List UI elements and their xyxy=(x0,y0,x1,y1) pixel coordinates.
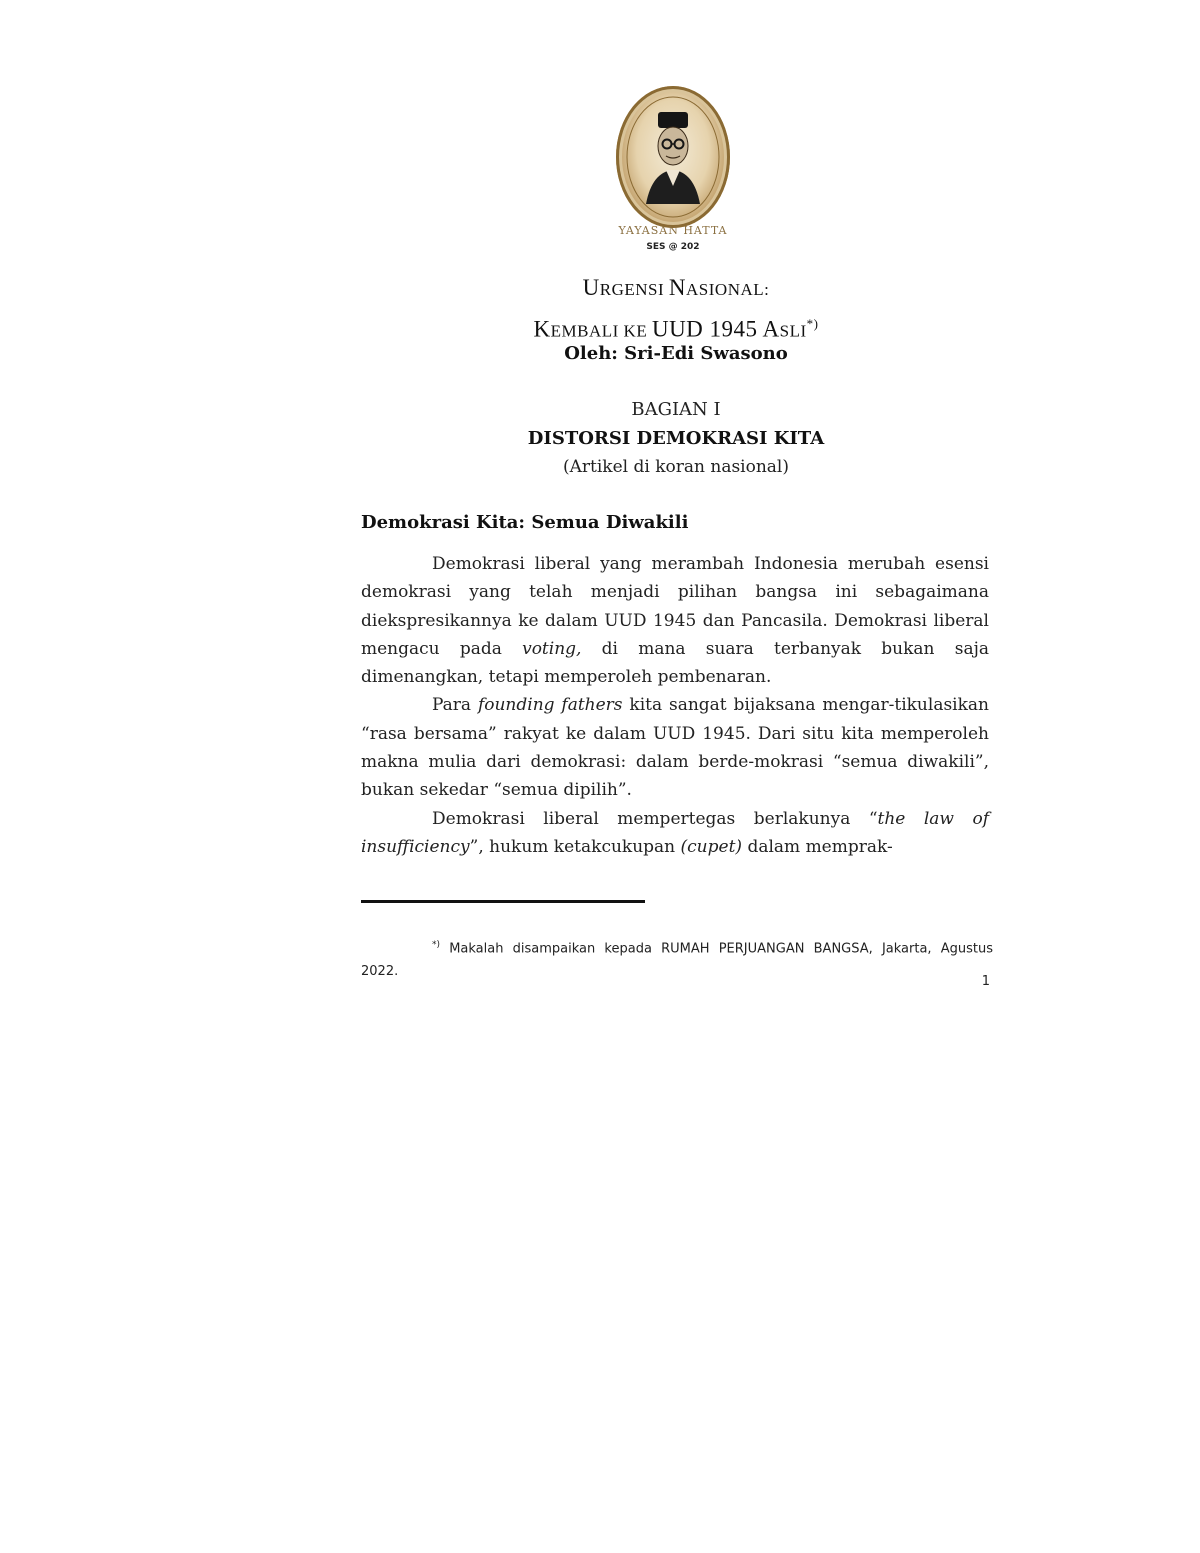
footnote-marker: *) xyxy=(432,940,441,950)
footnote: *) Makalah disampaikan kepada RUMAH PERJUANGAN BANGSA, Jakarta, Agustus 2022. xyxy=(361,940,993,980)
part-note: (Artikel di koran nasional) xyxy=(562,457,789,477)
yayasan-hatta-logo xyxy=(610,86,736,256)
logo-subtext: SES @ 202 xyxy=(646,242,700,252)
body-text xyxy=(361,550,989,861)
paragraph-1: Demokrasi liberal yang merambah Indonesia merubah esensi demokrasi yang telah menjadi pilihan bangsa ini sebagaimana diekspresikannya ke dalam UUD 1945 dan Pancasila. Demokrasi liberal mengacu pada voting, di mana suara terbanyak bukan saja dimenangkan, tetapi memperoleh pembenaran. xyxy=(361,554,989,688)
document-title-line-1: URGENSI NASIONAL: xyxy=(582,275,770,300)
paragraph-2: Para founding fathers kita sangat bijaksana mengar-tikulasikan “rasa bersama” rakyat ke dalam UUD 1945. Dari situ kita memperoleh makna mulia dari demokrasi: dalam berde-mokrasi “semua diwakili”, bukan sekedar “semua dipilih”. xyxy=(361,695,989,801)
footnote-divider xyxy=(361,900,645,903)
part-heading: DISTORSI DEMOKRASI KITA xyxy=(527,428,825,449)
logo-name: YAYASAN HATTA xyxy=(618,224,728,237)
paragraph-3: Demokrasi liberal mempertegas berlakunya “the law of insufficiency”, hukum ketakcukupan (cupet) dalam memprak- xyxy=(361,808,989,857)
page-number: 1 xyxy=(981,974,990,989)
section-heading: Demokrasi Kita: Semua Diwakili xyxy=(361,512,689,533)
document-title-line-2: KEMBALI KE UUD 1945 ASLI*) xyxy=(533,316,819,342)
title-footnote-marker: *) xyxy=(806,316,819,331)
portrait-icon xyxy=(616,86,730,228)
part-label: BAGIAN I xyxy=(631,399,721,420)
hatta-medallion xyxy=(616,86,730,228)
author-line: Oleh: Sri-Edi Swasono xyxy=(564,343,788,364)
